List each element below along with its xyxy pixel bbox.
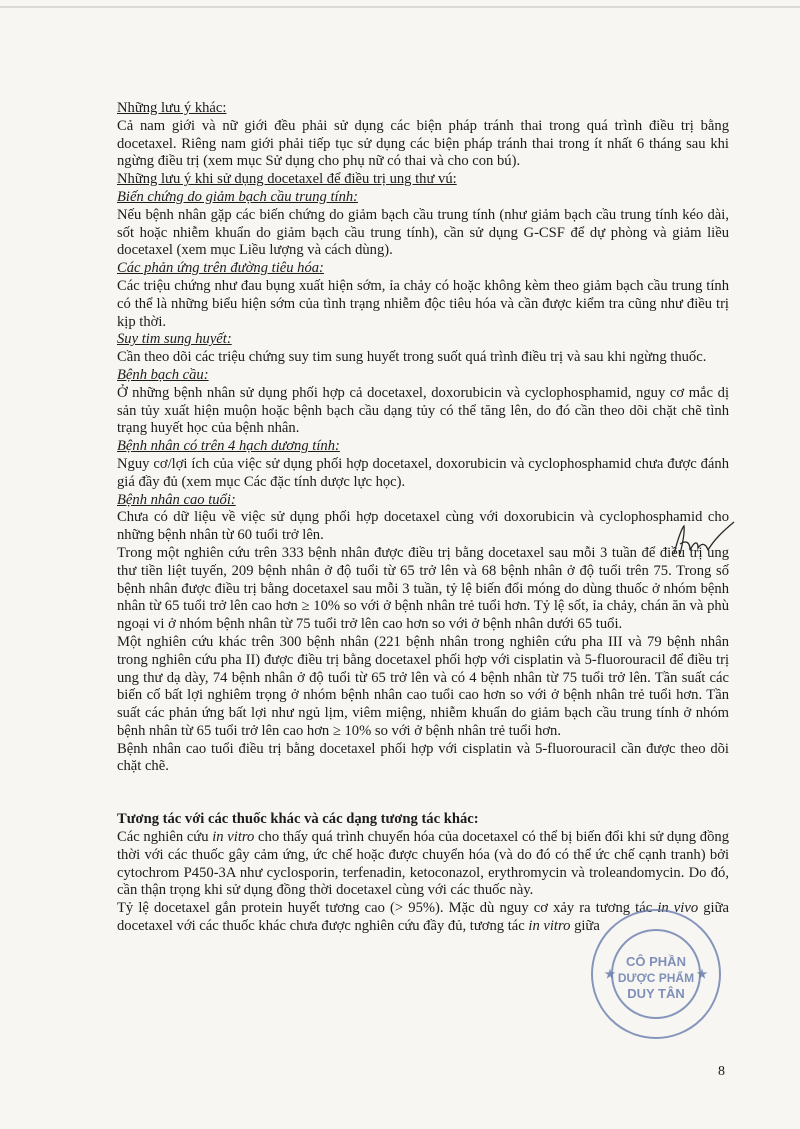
subsection-heading: Bệnh nhân có trên 4 hạch dương tính: [117, 438, 340, 455]
company-seal-stamp [586, 904, 726, 1049]
italic-run: in vitro [528, 918, 571, 935]
section-gap [117, 776, 729, 793]
body-paragraph: Chưa có dữ liệu về việc sử dụng phối hợp docetaxel cùng với doxorubicin và cyclophosphamid cho những bệnh nhân từ 60 tuổi trở lên. [117, 509, 729, 544]
subsection-heading: Các phản ứng trên đường tiêu hóa: [117, 260, 324, 277]
body-paragraph: Nguy cơ/lợi ích của việc sử dụng phối hợp docetaxel, doxorubicin và cyclophosphamid chưa được đánh giá đầy đủ (xem mục Các đặc tính dược lực học). [117, 455, 729, 490]
body-paragraph: Cả nam giới và nữ giới đều phải sử dụng các biện pháp tránh thai trong quá trình điều trị bằng docetaxel. Riêng nam giới phải tiếp tục sử dụng các biện pháp tránh thai trong ít nhất 6 tháng sau khi ngừng điều trị (xem mục Sử dụng cho phụ nữ có thai và cho con bú). [117, 117, 729, 170]
body-paragraph: Cần theo dõi các triệu chứng suy tim sung huyết trong suốt quá trình điều trị và sau khi ngừng thuốc. [117, 349, 707, 366]
body-paragraph: Một nghiên cứu khác trên 300 bệnh nhân (221 bệnh nhân trong nghiên cứu pha III và 79 bệnh nhân trong nghiên cứu pha II) được điều trị bằng docetaxel phối hợp với cisplatin và 5-fluorouracil để điều trị ung thư dạ dày, 74 bệnh nhân ở độ tuổi từ 65 trở lên và có 4 bệnh nhân từ 75 tuổi trở lên. Tần suất các biến cố bất lợi nghiêm trọng ở nhóm bệnh nhân cao tuổi cao hơn so với ở bệnh nhân trẻ tuổi hơn. Tần suất các phản ứng bất lợi như ngủ lịm, viêm miệng, nhiễm khuẩn do giảm bạch cầu trung tính ở nhóm bệnh nhân từ 65 tuổi trở lên cao hơn ≥ 10% so với ở bệnh nhân trẻ tuổi hơn. [117, 633, 729, 739]
text-run: Các nghiên cứu [117, 829, 213, 846]
document-page [117, 100, 729, 936]
text-run: giữa docetaxel với các thuốc khác chưa được nghiên cứu đầy đủ, tương tác [117, 900, 729, 935]
scan-edge-line [0, 6, 800, 8]
stamp-line-1: CÔ PHẦN [626, 954, 686, 969]
subsection-heading: Bệnh nhân cao tuổi: [117, 491, 236, 508]
subsection-heading: Biến chứng do giảm bạch cầu trung tính: [117, 188, 359, 205]
italic-run: in vitro [212, 829, 255, 846]
body-paragraph: Các triệu chứng như đau bụng xuất hiện sớm, ỉa chảy có hoặc không kèm theo giảm bạch cầu trung tính có thể là những biểu hiện sớm của tình trạng nhiễm độc tiêu hóa và cần được kiểm tra cũng như điều trị kịp thời. [117, 277, 729, 330]
text-run: giữa [570, 918, 600, 935]
stamp-line-2: DƯỢC PHẨM [617, 971, 695, 985]
section-heading-bold: Tương tác với các thuốc khác và các dạng tương tác khác: [117, 811, 479, 828]
svg-text:★: ★ [604, 967, 616, 981]
body-paragraph: Nếu bệnh nhân gặp các biến chứng do giảm bạch cầu trung tính (như giảm bạch cầu trung tính kéo dài, sốt hoặc nhiễm khuẩn do giảm bạch cầu trung tính), cần sử dụng G-CSF để dự phòng và giảm liều docetaxel (xem mục Liều lượng và cách dùng). [117, 206, 729, 259]
body-paragraph: Bệnh nhân cao tuổi điều trị bằng docetaxel phối hợp với cisplatin và 5-fluorouracil cần được theo dõi chặt chẽ. [117, 740, 729, 775]
page-number: 8 [718, 1064, 725, 1079]
body-paragraph: Ở những bệnh nhân sử dụng phối hợp cả docetaxel, doxorubicin và cyclophosphamid, nguy cơ mắc dị sản tủy xuất hiện muộn hoặc bệnh bạch cầu dạng tủy có thể tăng lên, do đó cần theo dõi chặt chẽ tình trạng huyết học của bệnh nhân. [117, 384, 729, 437]
handwritten-signature [668, 520, 738, 565]
italic-run: in vivo [657, 900, 699, 917]
subsection-heading: Bệnh bạch cầu: [117, 366, 209, 383]
text-run: cho thấy quá trình chuyển hóa của docetaxel có thể bị biến đổi khi sử dụng đồng thời với các thuốc gây cảm ứng, ức chế hoặc được chuyển hóa (và do đó có thể ức chế cạnh tranh) bởi cytochrom P450-3A như cyclosporin, terfenadin, ketoconazol, erythromycin và troleandomycin. Do đó, cần thận trọng khi sử dụng đồng thời docetaxel cùng với các thuốc này. [117, 829, 729, 899]
body-paragraph: Trong một nghiên cứu trên 333 bệnh nhân được điều trị bằng docetaxel sau mỗi 3 tuần để điều trị ung thư tiền liệt tuyến, 209 bệnh nhân ở độ tuổi từ 65 trở lên và 68 bệnh nhân ở độ tuổi trên 75. Trong số bệnh nhân được điều trị bằng docetaxel sau mỗi 3 tuần, tỷ lệ biến đổi móng do dùng thuốc ở nhóm bệnh nhân từ 65 tuổi trở lên cao hơn ≥ 10% so với ở bệnh nhân trẻ tuổi hơn. Tỷ lệ sốt, ỉa chảy, chán ăn và phù ngoại vi ở nhóm bệnh nhân từ 75 tuổi trở lên cao hơn so với ở bệnh nhân dưới 65 tuổi. [117, 544, 729, 633]
stamp-line-3: DUY TÂN [627, 986, 685, 1001]
subsection-heading: Suy tim sung huyết: [117, 331, 232, 348]
section-heading: Những lưu ý khác: [117, 100, 227, 116]
text-run: Tỷ lệ docetaxel gắn protein huyết tương cao (> 95%). Mặc dù nguy cơ xảy ra tương tác [117, 900, 658, 917]
interaction-paragraph-1 [117, 829, 729, 900]
svg-text:★: ★ [696, 967, 708, 981]
document-body [117, 100, 729, 829]
section-heading: Những lưu ý khi sử dụng docetaxel để điều trị ung thư vú: [117, 171, 457, 188]
